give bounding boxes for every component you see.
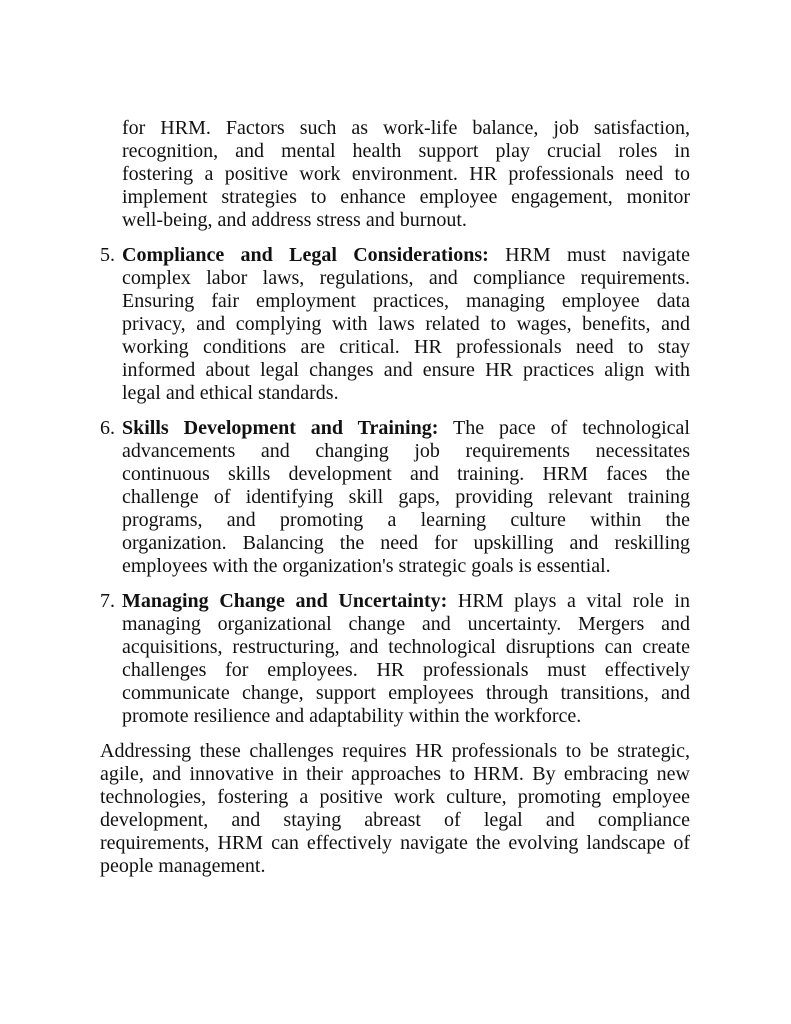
- item-heading: Skills Development and Training:: [122, 417, 439, 439]
- item-heading-rest: HRM plays a vital role in: [447, 590, 690, 612]
- list-item-continuation: [100, 117, 690, 232]
- list-number: 5.: [100, 244, 115, 266]
- text-line: acquisitions, restructuring, and technological disruptions can create: [122, 636, 690, 658]
- text-line: recognition, and mental health support play crucial roles in: [122, 140, 690, 162]
- text-line: programs, and promoting a learning culture within the: [122, 509, 690, 531]
- text-line: challenges for employees. HR professionals must effectively: [122, 659, 690, 681]
- text-line: managing organizational change and uncertainty. Mergers and: [122, 613, 690, 635]
- text-line: development, and staying abreast of legal and compliance: [100, 809, 690, 831]
- text-line: working conditions are critical. HR professionals need to stay: [122, 336, 690, 358]
- text-line: promote resilience and adaptability within the workforce.: [122, 705, 582, 727]
- list-number: 7.: [100, 590, 115, 612]
- text-line: for HRM. Factors such as work-life balance, job satisfaction,: [122, 117, 690, 139]
- text-line: agile, and innovative in their approaches to HRM. By embracing new: [100, 763, 690, 785]
- text-line: communicate change, support employees through transitions, and: [122, 682, 690, 704]
- item-heading-rest: The pace of technological: [438, 417, 690, 439]
- text-line: implement strategies to enhance employee engagement, monitor: [122, 186, 690, 208]
- text-line: advancements and changing job requirements necessitates: [122, 440, 690, 462]
- text-line-first: [122, 590, 690, 613]
- text-line: legal and ethical standards.: [122, 382, 339, 404]
- item-heading: Managing Change and Uncertainty:: [122, 590, 448, 612]
- text-line: requirements, HRM can effectively navigate the evolving landscape of: [100, 832, 690, 854]
- text-line: Ensuring fair employment practices, managing employee data: [122, 290, 690, 312]
- text-line: fostering a positive work environment. HR professionals need to: [122, 163, 690, 185]
- list-item: [100, 590, 690, 728]
- text-line: Addressing these challenges requires HR professionals to be strategic,: [100, 740, 690, 762]
- text-line-first: [122, 417, 690, 440]
- text-line: complex labor laws, regulations, and compliance requirements.: [122, 267, 690, 289]
- item-heading-rest: HRM must navigate: [488, 244, 690, 266]
- text-line-first: [122, 244, 690, 267]
- text-line: informed about legal changes and ensure HR practices align with: [122, 359, 690, 381]
- text-line: employees with the organization's strategic goals is essential.: [122, 555, 611, 577]
- text-line: people management.: [100, 855, 266, 877]
- text-line: well-being, and address stress and burnout.: [122, 209, 467, 231]
- list-number: 6.: [100, 417, 115, 439]
- item-heading: Compliance and Legal Considerations:: [122, 244, 489, 266]
- text-line: organization. Balancing the need for upskilling and reskilling: [122, 532, 690, 554]
- text-line: continuous skills development and training. HRM faces the: [122, 463, 690, 485]
- conclusion-paragraph: [100, 740, 690, 878]
- text-line: privacy, and complying with laws related to wages, benefits, and: [122, 313, 690, 335]
- text-line: technologies, fostering a positive work culture, promoting employee: [100, 786, 690, 808]
- list-item: [100, 244, 690, 405]
- text-line: challenge of identifying skill gaps, providing relevant training: [122, 486, 690, 508]
- list-item: [100, 417, 690, 578]
- document-page: [100, 117, 690, 890]
